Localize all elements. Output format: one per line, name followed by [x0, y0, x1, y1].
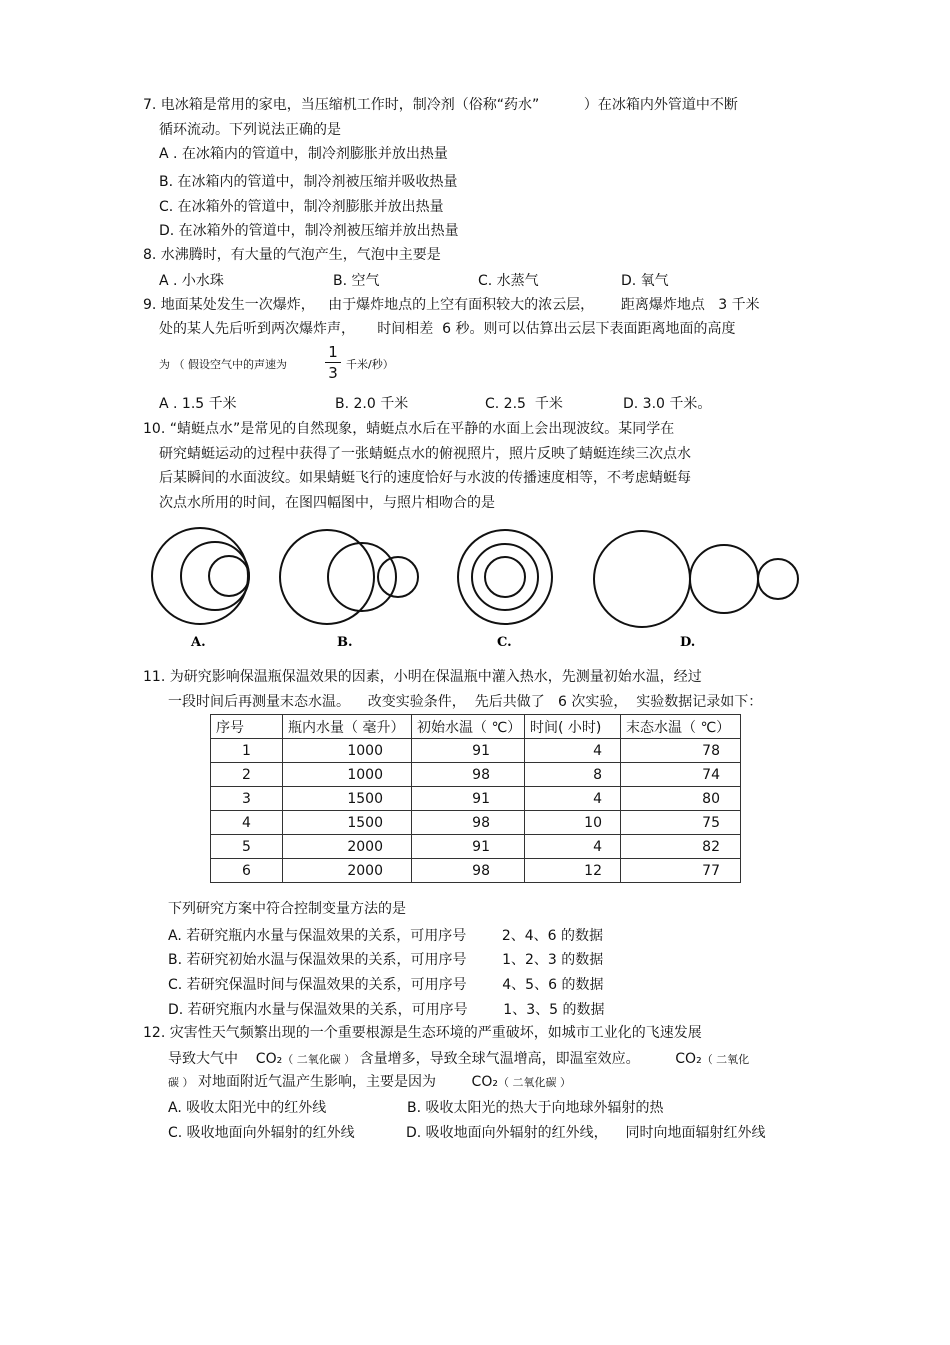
- q7-stem-line1: 7. 电冰箱是常用的家电，当压缩机工作时，制冷剂（俗称“药水” ）在冰箱内外管道中不断: [143, 97, 738, 113]
- q9-option-c: C. 2.5 千米: [485, 396, 563, 412]
- cell-final-temp: 78: [621, 739, 741, 763]
- q9-stem-line3-suffix: 千米/秒）: [346, 358, 394, 371]
- q12-option-b: B. 吸收太阳光的热大于向地球外辐射的热: [407, 1100, 664, 1116]
- cell-initial-temp: 91: [412, 835, 525, 859]
- cell-index: 2: [211, 763, 283, 787]
- q9-stem-line2: 处的某人先后听到两次爆炸声， 时间相差 6 秒。则可以估算出云层下表面距离地面的高度: [159, 321, 736, 337]
- ripple-figure-d: [594, 531, 798, 627]
- q12-stem-line1: 12. 灾害性天气频繁出现的一个重要根源是生态环境的严重破坏，如城市工业化的飞速发展: [143, 1025, 702, 1041]
- header-time: 时间( 小时): [525, 715, 621, 739]
- cell-water-volume: 1000: [283, 739, 412, 763]
- q9-option-b: B. 2.0 千米: [335, 396, 409, 412]
- ripple-circle: [181, 542, 249, 610]
- header-water-volume: 瓶内水量（ 毫升）: [283, 715, 412, 739]
- cell-index: 3: [211, 787, 283, 811]
- q10-stem-line4: 次点水所用的时间，在图四幅图中，与照片相吻合的是: [159, 495, 495, 511]
- q11-option-c: C. 若研究保温时间与保温效果的关系，可用序号 4、5、6 的数据: [168, 977, 604, 993]
- ripple-circle: [594, 531, 690, 627]
- fraction-numerator: 1: [328, 343, 338, 361]
- q8-option-b: B. 空气: [333, 273, 380, 289]
- q10-stem-line3: 后某瞬间的水面波纹。如果蜻蜓飞行的速度恰好与水波的传播速度相等，不考虑蜻蜓每: [159, 470, 691, 486]
- cell-water-volume: 2000: [283, 859, 412, 883]
- cell-water-volume: 1500: [283, 811, 412, 835]
- cell-initial-temp: 98: [412, 859, 525, 883]
- q12-line2-part1: 导致大气中 CO₂: [168, 1051, 283, 1067]
- q12-line2-note2: （ 二氧化: [701, 1053, 750, 1066]
- cell-time: 10: [525, 811, 621, 835]
- cell-final-temp: 74: [621, 763, 741, 787]
- figure-label-b: B.: [337, 635, 353, 650]
- q12-line3-part1: 对地面附近气温产生影响，主要是因为 CO₂: [193, 1074, 498, 1090]
- q7-option-b: B. 在冰箱内的管道中，制冷剂被压缩并吸收热量: [159, 174, 458, 190]
- table-header-row: [211, 715, 741, 739]
- cell-final-temp: 80: [621, 787, 741, 811]
- cell-water-volume: 2000: [283, 835, 412, 859]
- q9-option-a: A . 1.5 千米: [159, 396, 237, 412]
- q11-option-a: A. 若研究瓶内水量与保温效果的关系，可用序号 2、4、6 的数据: [168, 928, 604, 944]
- ripple-circle: [758, 559, 798, 599]
- cell-time: 8: [525, 763, 621, 787]
- experiment-data-table: [210, 714, 741, 883]
- cell-initial-temp: 98: [412, 811, 525, 835]
- cell-initial-temp: 91: [412, 787, 525, 811]
- q12-option-d: D. 吸收地面向外辐射的红外线， 同时向地面辐射红外线: [406, 1125, 766, 1141]
- q7-option-d: D. 在冰箱外的管道中，制冷剂被压缩并放出热量: [159, 223, 459, 239]
- header-index: 序号: [211, 715, 283, 739]
- q12-line2-part2: 含量增多，导致全球气温增高，即温室效应。 CO₂: [355, 1051, 702, 1067]
- ripple-circle: [328, 543, 396, 611]
- fraction-denominator: 3: [328, 364, 338, 382]
- figure-label-d: D.: [680, 635, 696, 650]
- q7-option-a: A . 在冰箱内的管道中，制冷剂膨胀并放出热量: [159, 146, 448, 162]
- q12-line2-note1: （ 二氧化碳 ）: [282, 1053, 356, 1066]
- q11-option-b: B. 若研究初始水温与保温效果的关系，可用序号 1、2、3 的数据: [168, 952, 604, 968]
- cell-final-temp: 82: [621, 835, 741, 859]
- q9-stem-line1: 9. 地面某处发生一次爆炸， 由于爆炸地点的上空有面积较大的浓云层， 距离爆炸地点 3 千米: [143, 297, 760, 313]
- q8-stem: 8. 水沸腾时，有大量的气泡产生，气泡中主要是: [143, 247, 441, 263]
- q11-prompt: 下列研究方案中符合控制变量方法的是: [168, 901, 406, 917]
- q9-option-d: D. 3.0 千米。: [623, 396, 712, 412]
- ripple-circle: [152, 528, 248, 624]
- q10-stem-line1: 10. “蜻蜓点水”是常见的自然现象，蜻蜓点水后在平静的水面上会出现波纹。某同学在: [143, 421, 675, 437]
- ripple-circle: [472, 544, 538, 610]
- ripple-figure-a: [152, 528, 249, 624]
- figure-label-a: A.: [191, 635, 206, 650]
- q12-line3-note2: （ 二氧化碳 ）: [497, 1076, 571, 1089]
- cell-index: 6: [211, 859, 283, 883]
- ripple-circle: [485, 557, 525, 597]
- q8-option-c: C. 水蒸气: [478, 273, 539, 289]
- q7-stem-line2: 循环流动。下列说法正确的是: [159, 122, 341, 138]
- q7-option-c: C. 在冰箱外的管道中，制冷剂膨胀并放出热量: [159, 199, 444, 215]
- cell-initial-temp: 91: [412, 739, 525, 763]
- q10-stem-line2: 研究蜻蜓运动的过程中获得了一张蜻蜓点水的俯视照片，照片反映了蜻蜓连续三次点水: [159, 446, 691, 462]
- header-initial-temp: 初始水温（ ℃）: [412, 715, 525, 739]
- cell-index: 1: [211, 739, 283, 763]
- cell-water-volume: 1000: [283, 763, 412, 787]
- q9-stem-line3-prefix: 为 （ 假设空气中的声速为: [159, 358, 287, 371]
- cell-index: 5: [211, 835, 283, 859]
- header-final-temp: 末态水温（ ℃）: [621, 715, 741, 739]
- q12-stem-line3: [168, 1073, 571, 1092]
- q8-option-d: D. 氧气: [621, 273, 669, 289]
- q12-option-c: C. 吸收地面向外辐射的红外线: [168, 1125, 355, 1141]
- ripple-circle: [209, 556, 249, 596]
- ripple-figure-b: [280, 530, 418, 624]
- table-row: [211, 787, 741, 811]
- table-row: [211, 811, 741, 835]
- cell-final-temp: 77: [621, 859, 741, 883]
- figure-label-c: C.: [497, 635, 512, 650]
- q11-stem-line2: 一段时间后再测量末态水温。 改变实验条件， 先后共做了 6 次实验， 实验数据记录如下：: [168, 694, 763, 710]
- cell-time: 4: [525, 787, 621, 811]
- cell-initial-temp: 98: [412, 763, 525, 787]
- table-row: [211, 835, 741, 859]
- q11-stem-line1: 11. 为研究影响保温瓶保温效果的因素，小明在保温瓶中灌入热水，先测量初始水温，经过: [143, 669, 702, 685]
- cell-index: 4: [211, 811, 283, 835]
- cell-time: 4: [525, 739, 621, 763]
- cell-final-temp: 75: [621, 811, 741, 835]
- table-row: [211, 763, 741, 787]
- q12-option-a: A. 吸收太阳光中的红外线: [168, 1100, 327, 1116]
- q12-stem-line2: [168, 1050, 749, 1069]
- q8-option-a: A . 小水珠: [159, 273, 224, 289]
- ripple-figure-c: [458, 530, 552, 624]
- cell-time: 12: [525, 859, 621, 883]
- ripple-circle: [378, 557, 418, 597]
- table-row: [211, 739, 741, 763]
- cell-water-volume: 1500: [283, 787, 412, 811]
- ripple-circle: [690, 545, 758, 613]
- q11-option-d: D. 若研究瓶内水量与保温效果的关系，可用序号 1、3、5 的数据: [168, 1002, 605, 1018]
- q12-line3-note1: 碳 ）: [168, 1076, 194, 1089]
- table-row: [211, 859, 741, 883]
- cell-time: 4: [525, 835, 621, 859]
